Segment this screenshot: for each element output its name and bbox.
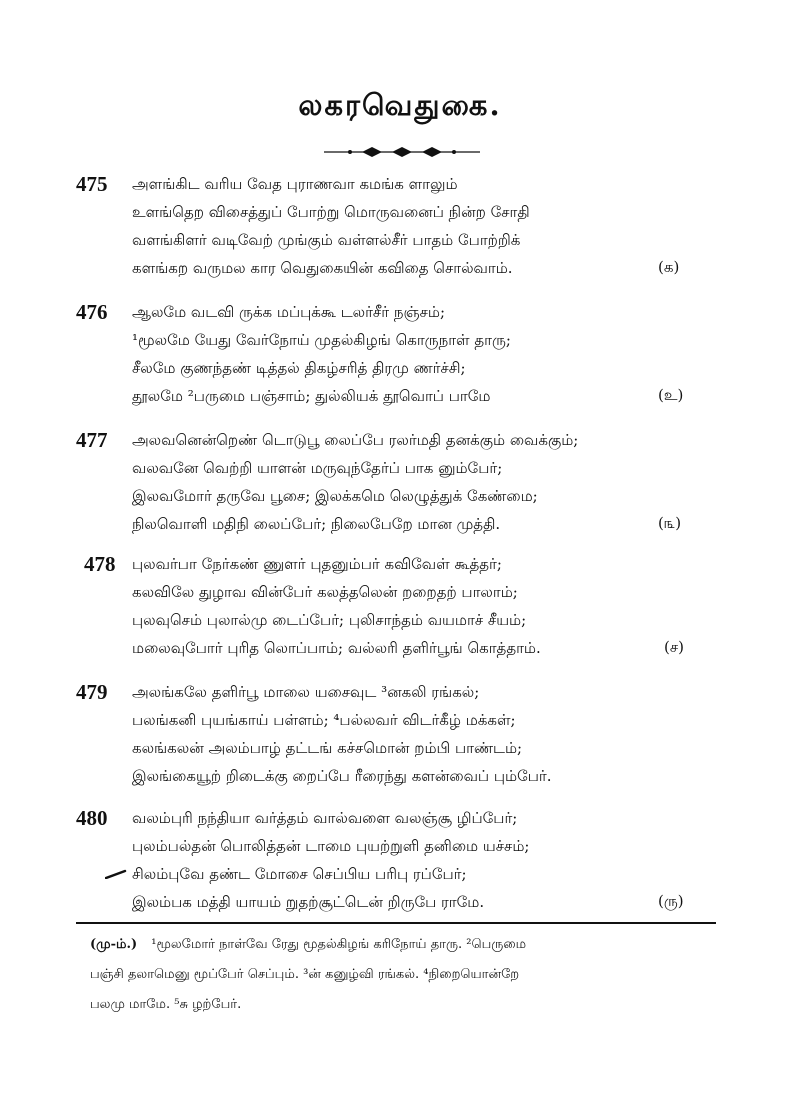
verse-line: தூலமே ²பருமை பஞ்சாம்; துல்லியக் தூவொப் பாமே xyxy=(132,387,491,405)
verse-line: ¹மூலமே யேது வேர்நோய் முதல்கிழங் கொருநாள் தாரு; xyxy=(132,331,511,349)
verse-line: மலைவுபோர் புரித லொப்பாம்; வல்லரி தளிர்பூங் கொத்தாம். xyxy=(132,639,541,657)
verse-line: புலவர்பா நேர்கண் ணுளர் புதனும்பர் கவிவேள் கூத்தர்; xyxy=(132,555,502,573)
verse-line: கலவிலே துழாவ வின்பேர் கலத்தலென் றறைதற் பாலாம்; xyxy=(132,583,518,601)
verse-line: களங்கற வருமல கார வெதுகையின் கவிதை சொல்வாம். xyxy=(132,259,513,277)
verse-line: சீலமே குணந்தண் டித்தல் திகழ்சரித் திரமு ணர்ச்சி; xyxy=(132,359,466,377)
footnote-label: (மு-ம்.) xyxy=(90,937,138,952)
stanza-number: 476 xyxy=(76,300,108,324)
stanza-number: 479 xyxy=(76,680,108,704)
verse-line: அலங்கலே தளிர்பூ மாலை யசைவுட ³னகலி ரங்கல்; xyxy=(132,683,480,701)
verse-line: இலம்பக மத்தி யாயம் றுதற்சூட்டென் றிருபே ராமே. xyxy=(132,893,485,911)
verse-line: இலங்கையூற் றிடைக்கு றைப்பே ரீரைந்து களன்வைப் பும்பேர். xyxy=(132,767,552,785)
verse-line: வலவனே வெற்றி யாளன் மருவுந்தேர்ப் பாக னும்பேர்; xyxy=(132,459,503,477)
footnote-line xyxy=(90,930,720,960)
footnote-line: பலமு மாமே. ⁵சு ழற்பேர். xyxy=(90,997,242,1012)
verse-line: அளங்கிட வரிய வேத புராணவா கமங்க ளாலும் xyxy=(132,175,458,193)
verse-line: பலங்கனி புயங்காய் பள்ளம்; ⁴பல்லவர் விடர்கீழ் மக்கள்; xyxy=(132,711,516,729)
verse-line: நிலவொளி மதிநி லைப்பேர்; நிலைபேறே மான முத்தி. xyxy=(132,515,501,533)
stanza-number: 480 xyxy=(76,806,108,830)
verse-line: அலவனென்றெண் டொடுபூ லைப்பே ரலர்மதி தனக்கும் வைக்கும்; xyxy=(132,431,579,449)
verse-line: உளங்தெற விசைத்துப் போற்று மொருவனைப் நின்ற சோதி xyxy=(132,203,530,221)
verse-mark: (உ) xyxy=(658,386,684,404)
verse-line: ஆலமே வடவி ருக்க மப்புக்கூ டலர்சீர் நஞ்சம்; xyxy=(132,303,446,321)
stanza-number: 477 xyxy=(76,428,108,452)
verse-line: இலவமோர் தருவே பூசை; இலக்கமெ லெழுத்துக் கேண்மை; xyxy=(132,487,538,505)
stanza-number: 478 xyxy=(84,552,116,576)
ornament-divider xyxy=(322,145,482,159)
verse-line: புலவுசெம் புலால்மு டைப்பேர்; புலிசாந்தம் வயமாச் சீயம்; xyxy=(132,611,527,629)
verse-line: புலம்பல்தன் பொலித்தன் டாமை புயற்றுளி தனிமை யச்சம்; xyxy=(132,837,530,855)
verse-mark: (ரு) xyxy=(658,892,684,910)
stanza-number: 475 xyxy=(76,172,108,196)
footnote-divider xyxy=(76,922,716,924)
verse-mark: (க) xyxy=(658,258,680,276)
pen-mark-icon xyxy=(105,869,127,879)
verse-line: வளங்கிளர் வடிவேற் முங்கும் வள்ளல்சீர் பாதம் போற்றிக் xyxy=(132,231,521,249)
verse-line: கலங்கலன் அலம்பாழ் தட்டங் கச்சமொன் றம்பி பாண்டம்; xyxy=(132,739,523,757)
verse-line: வலம்புரி நந்தியா வர்த்தம் வால்வளை வலஞ்சூ ழிப்பேர்; xyxy=(132,809,518,827)
page-title: லகரவெதுகை. xyxy=(298,88,502,122)
verse-mark: (ச) xyxy=(664,638,685,656)
footnotes xyxy=(90,930,720,1020)
footnote-text: ¹மூலமோர் நாள்வே ரேது மூதல்கிழங் கரிநோய் தாரு. ²பெருமை xyxy=(151,937,527,952)
footnote-line: பஞ்சி தலாமெனு மூப்பேர் செப்பும். ³ன் கனுழ்வி ரங்கல். ⁴நிறையொன்றே xyxy=(90,967,520,982)
verse-line: சிலம்புவே தண்ட மோசை செப்பிய பரிபு ரப்பேர்; xyxy=(132,865,467,883)
verse-mark: (௩) xyxy=(658,514,682,532)
